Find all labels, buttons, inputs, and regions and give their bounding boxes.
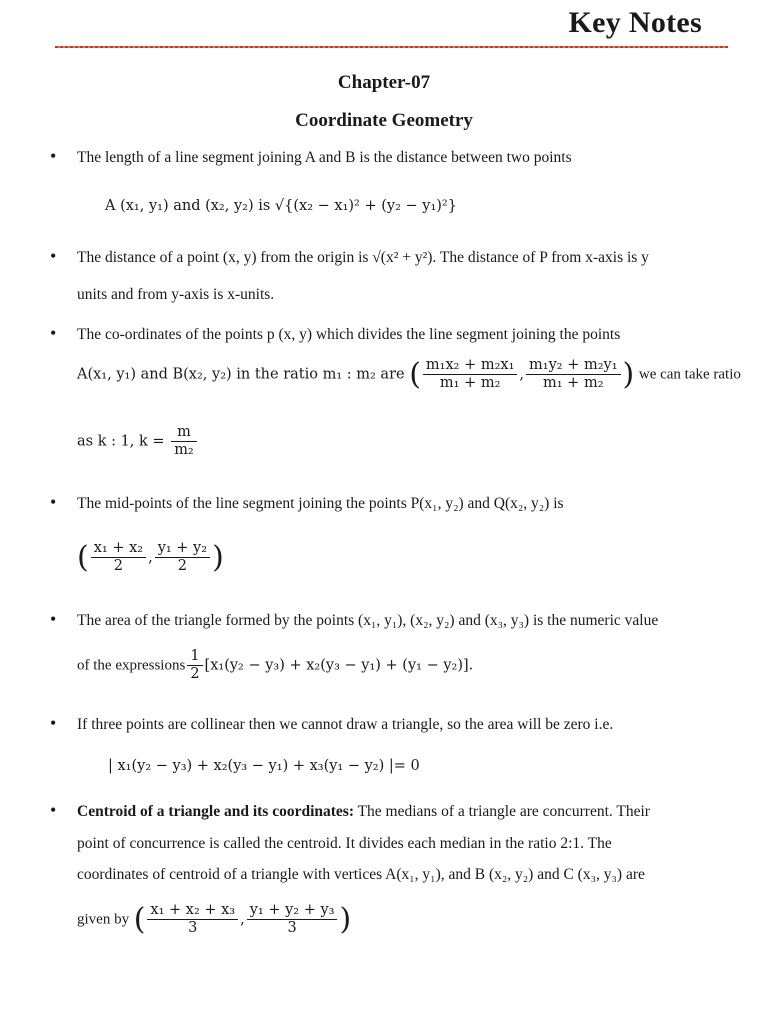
note-collinear-text: If three points are collinear then we cannot draw a triangle, so the area will be zero i.e. bbox=[77, 716, 614, 733]
fraction-denominator: 2 bbox=[190, 666, 200, 682]
centroid-heading: Centroid of a triangle and its coordinates: bbox=[77, 803, 354, 820]
fraction-numerator: m bbox=[171, 424, 197, 442]
open-paren: ( bbox=[77, 540, 89, 575]
half-fraction bbox=[187, 648, 202, 683]
distance-formula: A (x₁, y₁) and (x₂, y₂) is √{(x₂ − x₁)² + (y₂ − y₁)²} bbox=[105, 198, 457, 214]
page-header-title: Key Notes bbox=[568, 6, 702, 39]
fraction-numerator: m₁y₂ + m₂y₁ bbox=[526, 357, 621, 375]
note-origin-distance-line2: units and from y-axis is x-units. bbox=[77, 286, 275, 303]
fraction-numerator: x₁ + x₂ + x₃ bbox=[147, 902, 238, 920]
bullet-marker bbox=[50, 713, 56, 734]
collinear-formula: | x₁(y₂ − y₃) + x₂(y₃ − y₁) + x₃(y₁ − y₂) |= 0 bbox=[108, 758, 420, 774]
open-paren: ( bbox=[133, 902, 146, 937]
note-origin-distance-line1: The distance of a point (x, y) from the origin is √(x² + y²). The distance of P from x-axis is y bbox=[77, 249, 649, 266]
ratio-fraction bbox=[171, 424, 197, 459]
midpoint-y-fraction bbox=[155, 540, 210, 575]
bullet-marker bbox=[50, 323, 56, 344]
area-formula-prefix: of the expressions bbox=[77, 657, 186, 674]
note-area-text: The area of the triangle formed by the points (x₁, y₁), (x₂, y₂) and (x₃, y₃) is the numeric value bbox=[77, 612, 659, 629]
centroid-x-fraction bbox=[147, 902, 238, 937]
section-y-fraction bbox=[526, 357, 621, 392]
fraction-denominator: 2 bbox=[177, 558, 187, 574]
ratio-prefix: as k : 1, k = bbox=[77, 433, 165, 450]
topic-heading: Coordinate Geometry bbox=[295, 110, 473, 131]
fraction-denominator: 2 bbox=[113, 558, 124, 574]
note-midpoint-text: The mid-points of the line segment joining the points P(x₁, y₂) and Q(x₂, y₂) is bbox=[77, 495, 564, 512]
ratio-formula bbox=[77, 424, 199, 459]
fraction-denominator: m₁ + m₂ bbox=[439, 375, 501, 391]
centroid-y-fraction bbox=[247, 902, 338, 937]
note-centroid-line2: point of concurrence is called the centroid. It divides each median in the ratio 2:1. The bbox=[77, 835, 612, 852]
section-formula: A(x₁, y₁) and B(x₂, y₂) in the ratio m₁ : m₂ are ( $\frac{\text{m₁x₂ + m₂x₁}}{\text{m₁ + m₂}}$ , $\frac{\text{m₁y₂ + m₂y₁}}{\text{m₁ + m₂}}$ ) we can take ratio bbox=[77, 357, 741, 392]
header-divider bbox=[55, 46, 728, 48]
chapter-heading: Chapter-07 bbox=[337, 72, 431, 93]
centroid-line1-rest: The medians of a triangle are concurrent. Their bbox=[353, 803, 650, 820]
area-formula bbox=[77, 648, 473, 683]
fraction-numerator: m₁x₂ + m₂x₁ bbox=[423, 357, 517, 375]
bullet-marker bbox=[50, 609, 56, 630]
centroid-formula: given by ( $\frac{\text{x₁ + x₂ + x₃}}{3}$ , $\frac{\text{y₁ + y₂ + y₃}}{3}$ ) bbox=[77, 902, 352, 937]
note-distance-text: The length of a line segment joining A and B is the distance between two points bbox=[77, 149, 572, 166]
note-centroid-line1 bbox=[77, 803, 744, 821]
bullet-marker bbox=[50, 800, 56, 821]
centroid-formula-prefix: given by bbox=[77, 911, 130, 928]
section-x-fraction bbox=[423, 357, 517, 392]
fraction-numerator: y₁ + y₂ + y₃ bbox=[247, 902, 338, 920]
bullet-marker bbox=[50, 146, 56, 167]
note-section-formula-line1: The co-ordinates of the points p (x, y) which divides the line segment joining the points bbox=[77, 326, 621, 343]
area-expression: [x₁(y₂ − y₃) + x₂(y₃ − y₁) + (y₁ − y₂)]. bbox=[204, 657, 474, 674]
close-paren: ) bbox=[212, 540, 224, 575]
fraction-numerator: x₁ + x₂ bbox=[91, 540, 146, 558]
fraction-numerator: 1 bbox=[187, 648, 202, 666]
bullet-marker bbox=[50, 492, 56, 513]
fraction-denominator: m₁ + m₂ bbox=[543, 375, 604, 391]
note-centroid-line3: coordinates of centroid of a triangle with vertices A(x₁, y₁), and B (x₂, y₂) and C (x₃, y₃) are bbox=[77, 866, 645, 883]
fraction-denominator: m₂ bbox=[174, 442, 194, 458]
fraction-denominator: 3 bbox=[188, 920, 198, 936]
bullet-marker bbox=[50, 246, 56, 267]
close-paren: ) bbox=[622, 357, 635, 392]
open-paren: ( bbox=[409, 357, 421, 392]
section-formula-prefix: A(x₁, y₁) and B(x₂, y₂) in the ratio m₁ : m₂ are bbox=[77, 366, 405, 383]
midpoint-formula: ( $\frac{\text{x₁ + x₂}}{2}$ , $\frac{\text{y₁ + y₂}}{2}$ ) bbox=[77, 540, 224, 575]
fraction-denominator: 3 bbox=[287, 920, 297, 936]
fraction-numerator: y₁ + y₂ bbox=[155, 540, 210, 558]
midpoint-x-fraction bbox=[91, 540, 146, 575]
close-paren: ) bbox=[339, 902, 352, 937]
section-formula-suffix: we can take ratio bbox=[638, 366, 741, 383]
